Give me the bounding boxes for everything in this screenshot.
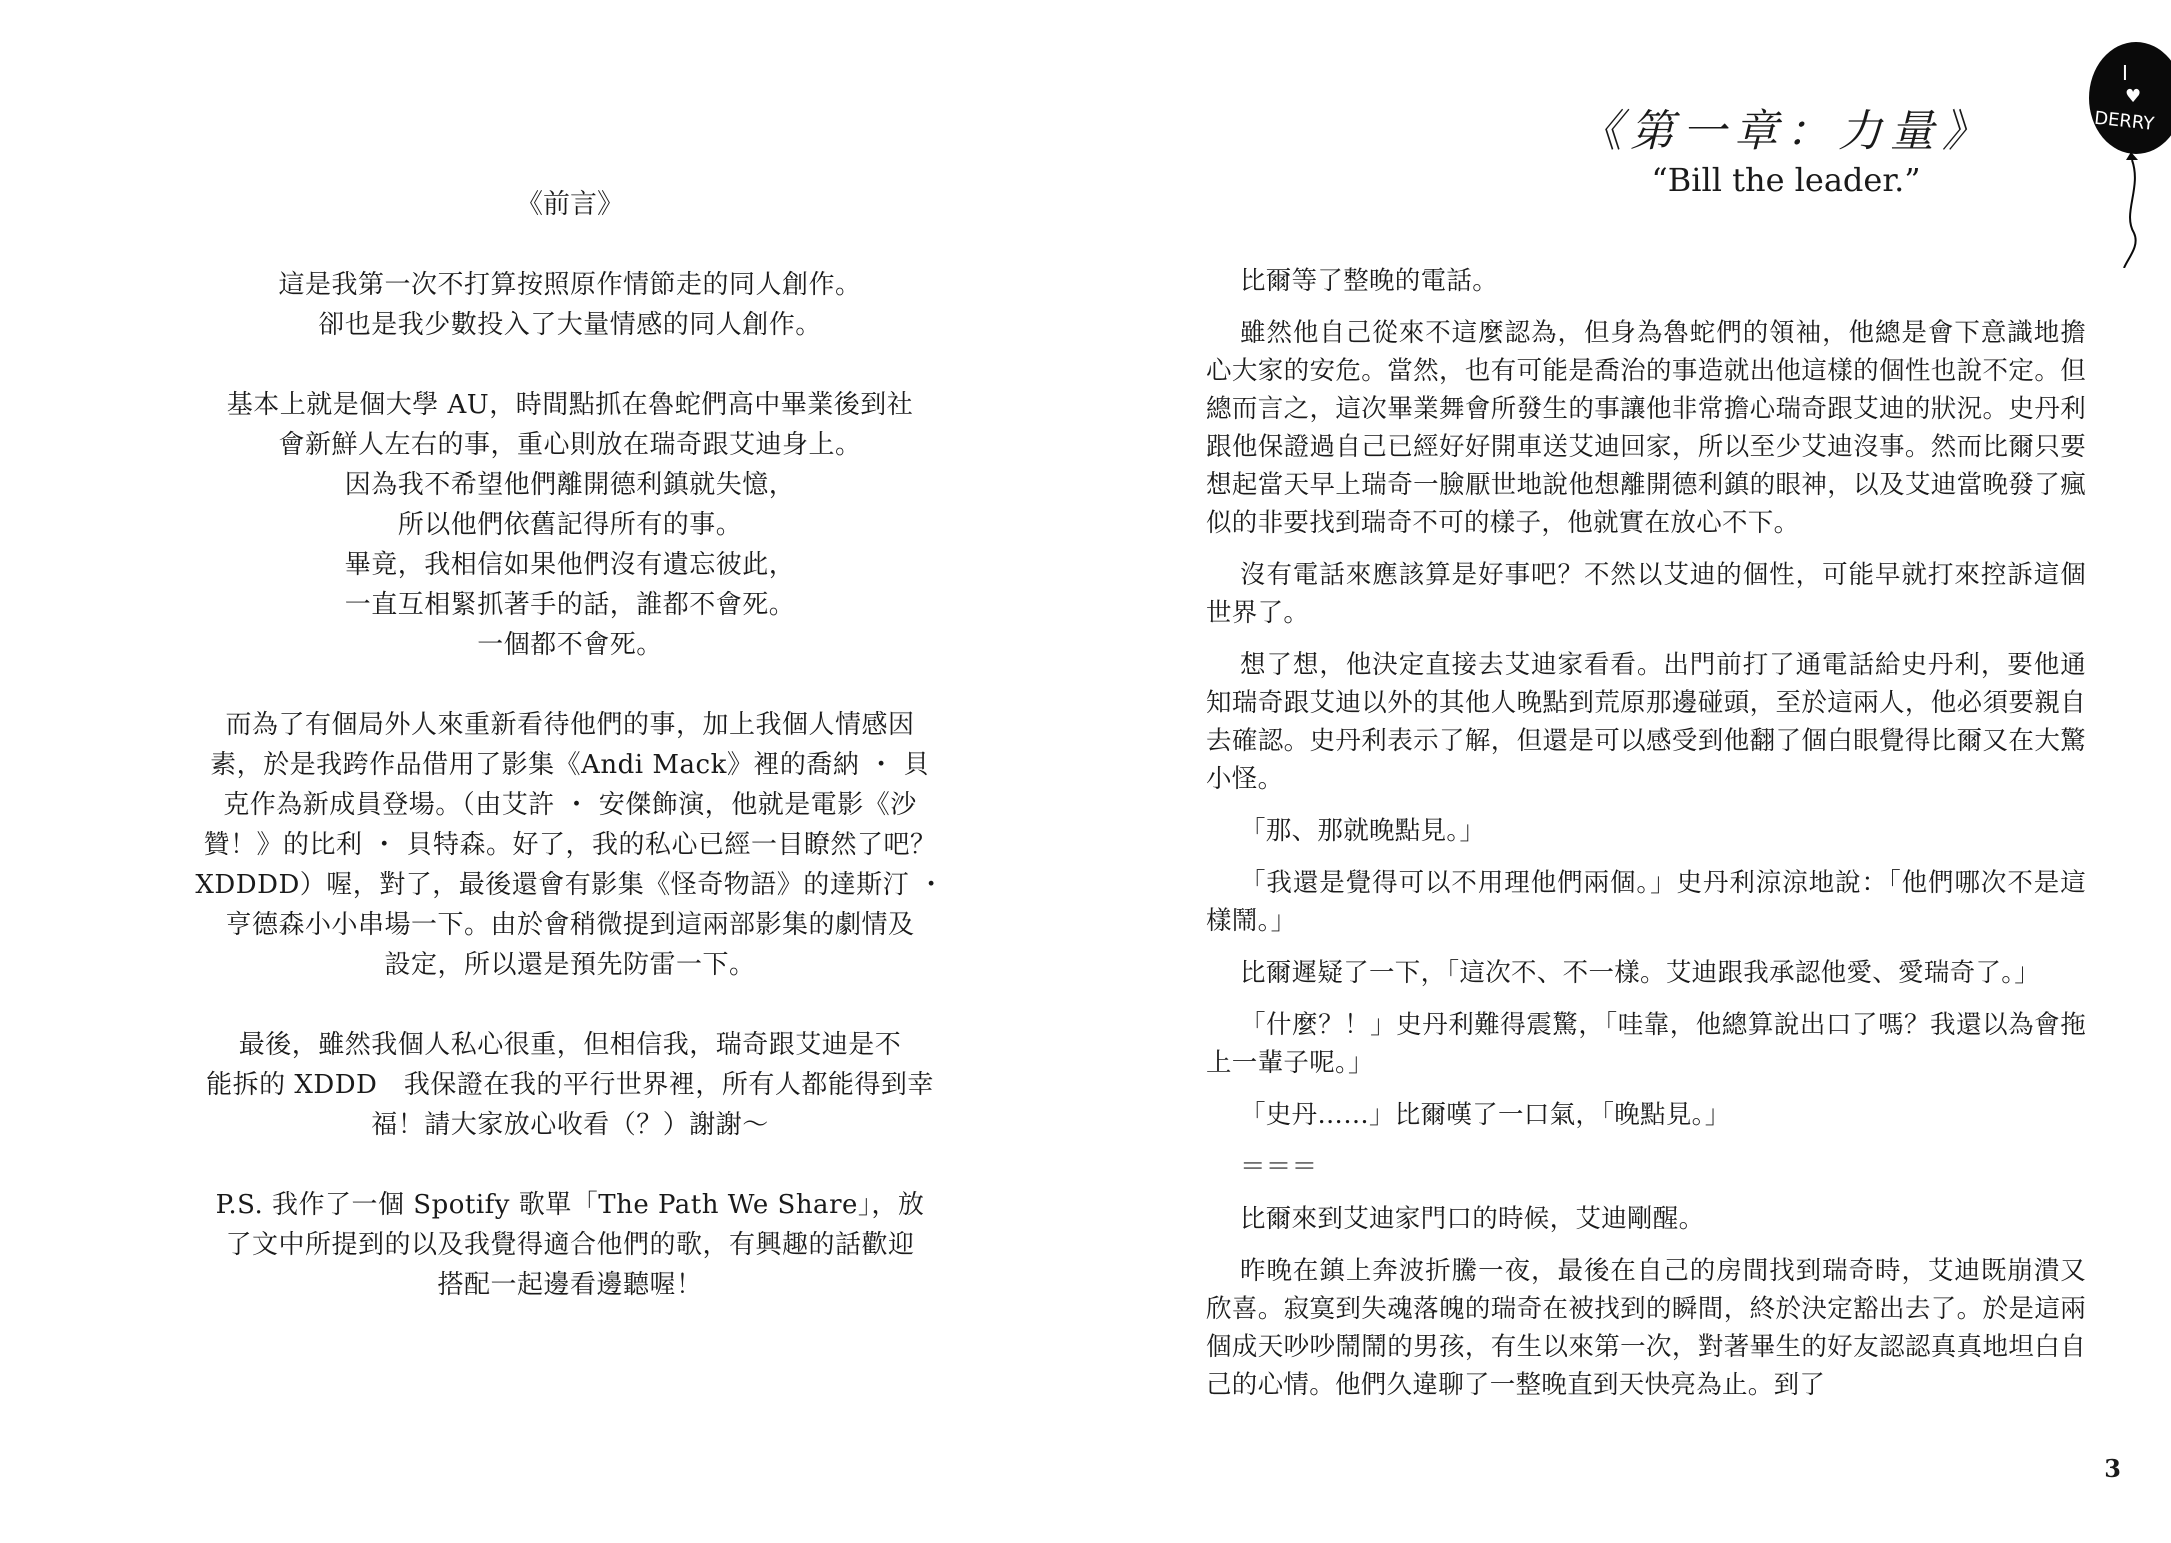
- preface-paragraph: [180, 1185, 960, 1305]
- preface-line: 一個都不會死。: [477, 630, 663, 660]
- preface-line: 畢竟，我相信如果他們沒有遺忘彼此，: [344, 550, 796, 580]
- preface-line: XDDDD）喔，對了，最後還會有影集《怪奇物語》的達斯汀 ・: [195, 870, 945, 900]
- preface-line: 這是我第一次不打算按照原作情節走的同人創作。: [278, 270, 862, 300]
- chapter-paragraph: 「我還是覺得可以不用理他們兩個。」史丹利涼涼地說：「他們哪次不是這樣鬧。」: [1206, 868, 2086, 936]
- preface-line: 素，於是我跨作品借用了影集《Andi Mack》裡的喬納 ・ 貝: [210, 750, 930, 780]
- balloon-text-i: I: [2122, 61, 2128, 85]
- page-number: 3: [2104, 1454, 2121, 1483]
- preface-line: 克作為新成員登場。（由艾許 ・ 安傑飾演，他就是電影《沙: [223, 790, 917, 820]
- preface-line: 設定，所以還是預先防雷一下。: [384, 950, 756, 980]
- preface-line: 基本上就是個大學 AU，時間點抓在魯蛇們高中畢業後到社: [226, 390, 914, 420]
- preface-line: 亨德森小小串場一下。由於會稍微提到這兩部影集的劇情及: [225, 910, 915, 940]
- preface-line: 贊！》的比利 ・ 貝特森。好了，我的私心已經一目瞭然了吧？: [203, 830, 937, 860]
- preface-line: 能拆的 XDDD 我保證在我的平行世界裡，所有人都能得到幸: [206, 1070, 934, 1100]
- preface-line: P.S. 我作了一個 Spotify 歌單「The Path We Share」，放: [215, 1190, 925, 1220]
- preface-line: 卻也是我少數投入了大量情感的同人創作。: [318, 310, 822, 340]
- preface-paragraph: [180, 385, 960, 665]
- preface-line: 最後，雖然我個人私心很重，但相信我，瑞奇跟艾迪是不: [238, 1030, 902, 1060]
- preface-line: 而為了有個局外人來重新看待他們的事，加上我個人情感因: [225, 710, 915, 740]
- preface-line: 了文中所提到的以及我覺得適合他們的歌，有興趣的話歡迎: [225, 1230, 915, 1260]
- right-page: [1086, 0, 2171, 1543]
- chapter-paragraph: 比爾等了整晚的電話。: [1240, 266, 1499, 296]
- balloon-text-derry: DERRY: [2093, 107, 2156, 135]
- preface-line: 福！請大家放心收看（？）謝謝～: [371, 1110, 769, 1140]
- chapter-paragraph: 想了想，他決定直接去艾迪家看看。出門前打了通電話給史丹利，要他通知瑞奇跟艾迪以外的其他人晚點到荒原那邊碰頭，至於這兩人，他必須要親自去確認。史丹利表示了解，但還是可以感受到他翻了個白眼覺得比爾又在大驚小怪。: [1206, 650, 2086, 794]
- preface-paragraph: [180, 265, 960, 345]
- chapter-paragraph: 「那、那就晚點見。」: [1240, 816, 1486, 846]
- chapter-paragraph: ＝＝＝: [1240, 1152, 1318, 1182]
- chapter-paragraph: 比爾來到艾迪家門口的時候，艾迪剛醒。: [1240, 1204, 1705, 1234]
- preface-line: 因為我不希望他們離開德利鎮就失憶，: [344, 470, 796, 500]
- chapter-body: [1206, 262, 2086, 1418]
- preface-paragraph: [180, 1025, 960, 1145]
- balloon-heart: ♥: [2125, 86, 2142, 107]
- preface-line: 所以他們依舊記得所有的事。: [397, 510, 743, 540]
- chapter-paragraph: 比爾遲疑了一下，「這次不、不一樣。艾迪跟我承認他愛、愛瑞奇了。」: [1240, 958, 2041, 988]
- chapter-title: 《第一章：力量》: [1578, 106, 1994, 157]
- preface-paragraph: [180, 705, 960, 985]
- preface-body: [180, 265, 960, 1345]
- preface-title: 《前言》: [516, 189, 624, 220]
- chapter-paragraph: 「什麼？！」史丹利難得震驚，「哇靠，他總算說出口了嗎？我還以為會拖上一輩子呢。」: [1206, 1010, 2086, 1078]
- chapter-paragraph: 昨晚在鎮上奔波折騰一夜，最後在自己的房間找到瑞奇時，艾迪既崩潰又欣喜。寂寞到失魂落魄的瑞奇在被找到的瞬間，終於決定豁出去了。於是這兩個成天吵吵鬧鬧的男孩，有生以來第一次，對著畢生的好友認認真真地坦白自己的心情。他們久違聊了一整晚直到天快亮為止。到了: [1206, 1256, 2086, 1400]
- preface-line: 一直互相緊抓著手的話，誰都不會死。: [344, 590, 796, 620]
- chapter-paragraph: 雖然他自己從來不這麼認為，但身為魯蛇們的領袖，他總是會下意識地擔心大家的安危。當然，也有可能是喬治的事造就出他這樣的個性也說不定。但總而言之，這次畢業舞會所發生的事讓他非常擔心瑞奇跟艾迪的狀況。史丹利跟他保證過自己已經好好開車送艾迪回家，所以至少艾迪沒事。然而比爾只要想起當天早上瑞奇一臉厭世地說他想離開德利鎮的眼神，以及艾迪當晚發了瘋似的非要找到瑞奇不可的樣子，他就實在放心不下。: [1206, 318, 2086, 538]
- preface-line: 會新鮮人左右的事，重心則放在瑞奇跟艾迪身上。: [278, 430, 862, 460]
- preface-line: 搭配一起邊看邊聽喔！: [437, 1270, 703, 1300]
- chapter-paragraph: 沒有電話來應該算是好事吧？不然以艾迪的個性，可能早就打來控訴這個世界了。: [1206, 560, 2086, 628]
- chapter-subtitle: “Bill the leader.”: [1651, 161, 1921, 199]
- chapter-paragraph: 「史丹……」比爾嘆了一口氣，「晚點見。」: [1240, 1100, 1731, 1130]
- left-page: [0, 0, 1085, 1543]
